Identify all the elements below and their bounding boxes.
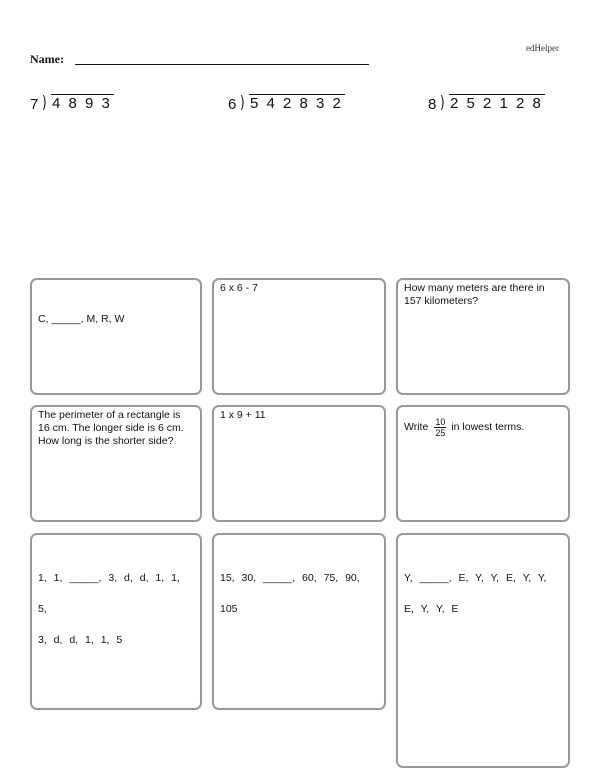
- divisor: 8: [428, 96, 439, 113]
- problem-box-expression-1[interactable]: [212, 278, 386, 395]
- problem-box-perimeter[interactable]: [30, 405, 202, 522]
- name-label: Name:: [30, 52, 64, 66]
- brand-label: edHelper: [526, 43, 559, 53]
- division-bracket-icon: ): [42, 93, 47, 113]
- problem-text: How many meters are there in 157 kilometers?: [404, 282, 545, 307]
- problem-text: 6 x 6 - 7: [220, 282, 258, 294]
- problem-text: [220, 563, 376, 625]
- division-problem: [428, 91, 545, 113]
- divisor: 6: [228, 96, 239, 113]
- fraction: [434, 417, 446, 438]
- problem-box-skip-count[interactable]: [212, 533, 386, 710]
- problem-box-fraction[interactable]: [396, 405, 570, 522]
- problem-text: [404, 563, 560, 625]
- problem-box-letter-pattern[interactable]: [30, 278, 202, 395]
- division-bracket-icon: ): [440, 93, 445, 113]
- division-bracket-icon: ): [240, 93, 245, 113]
- sequence-line: 1, 1, _____, 3, d, d, 1, 1, 5,: [38, 572, 180, 615]
- problem-text: C, _____, M, R, W: [38, 313, 125, 325]
- problem-box-letter-sequence[interactable]: [396, 533, 570, 768]
- problem-box-expression-2[interactable]: [212, 405, 386, 522]
- sequence-line: 15, 30, _____, 60, 75, 90,: [220, 572, 360, 584]
- problem-box-meters[interactable]: [396, 278, 570, 395]
- sequence-line: 3, d, d, 1, 1, 5: [38, 634, 123, 646]
- fraction-numerator: 10: [435, 417, 446, 427]
- fraction-denominator: 25: [435, 428, 446, 438]
- dividend: 5 4 2 8 3 2: [249, 95, 343, 112]
- dividend: 4 8 9 3: [51, 95, 112, 112]
- write-suffix: in lowest terms.: [451, 421, 525, 433]
- sequence-line: E, Y, Y, E: [404, 603, 459, 615]
- sequence-line: Y, _____, E, Y, Y, E, Y, Y,: [404, 572, 547, 584]
- problem-text: The perimeter of a rectangle is 16 cm. The longer side is 6 cm. How long is the shorter side?: [38, 409, 184, 447]
- divisor: 7: [30, 96, 41, 113]
- problem-text: [38, 563, 192, 656]
- division-problem: [228, 91, 345, 113]
- fraction-problem: [404, 417, 560, 438]
- sequence-line: 105: [220, 603, 238, 615]
- write-prefix: Write: [404, 421, 429, 433]
- division-problem: [30, 91, 114, 113]
- name-line[interactable]: [75, 64, 369, 65]
- problem-box-number-pattern[interactable]: [30, 533, 202, 710]
- dividend: 2 5 2 1 2 8: [449, 95, 543, 112]
- problem-text: 1 x 9 + 11: [220, 409, 266, 421]
